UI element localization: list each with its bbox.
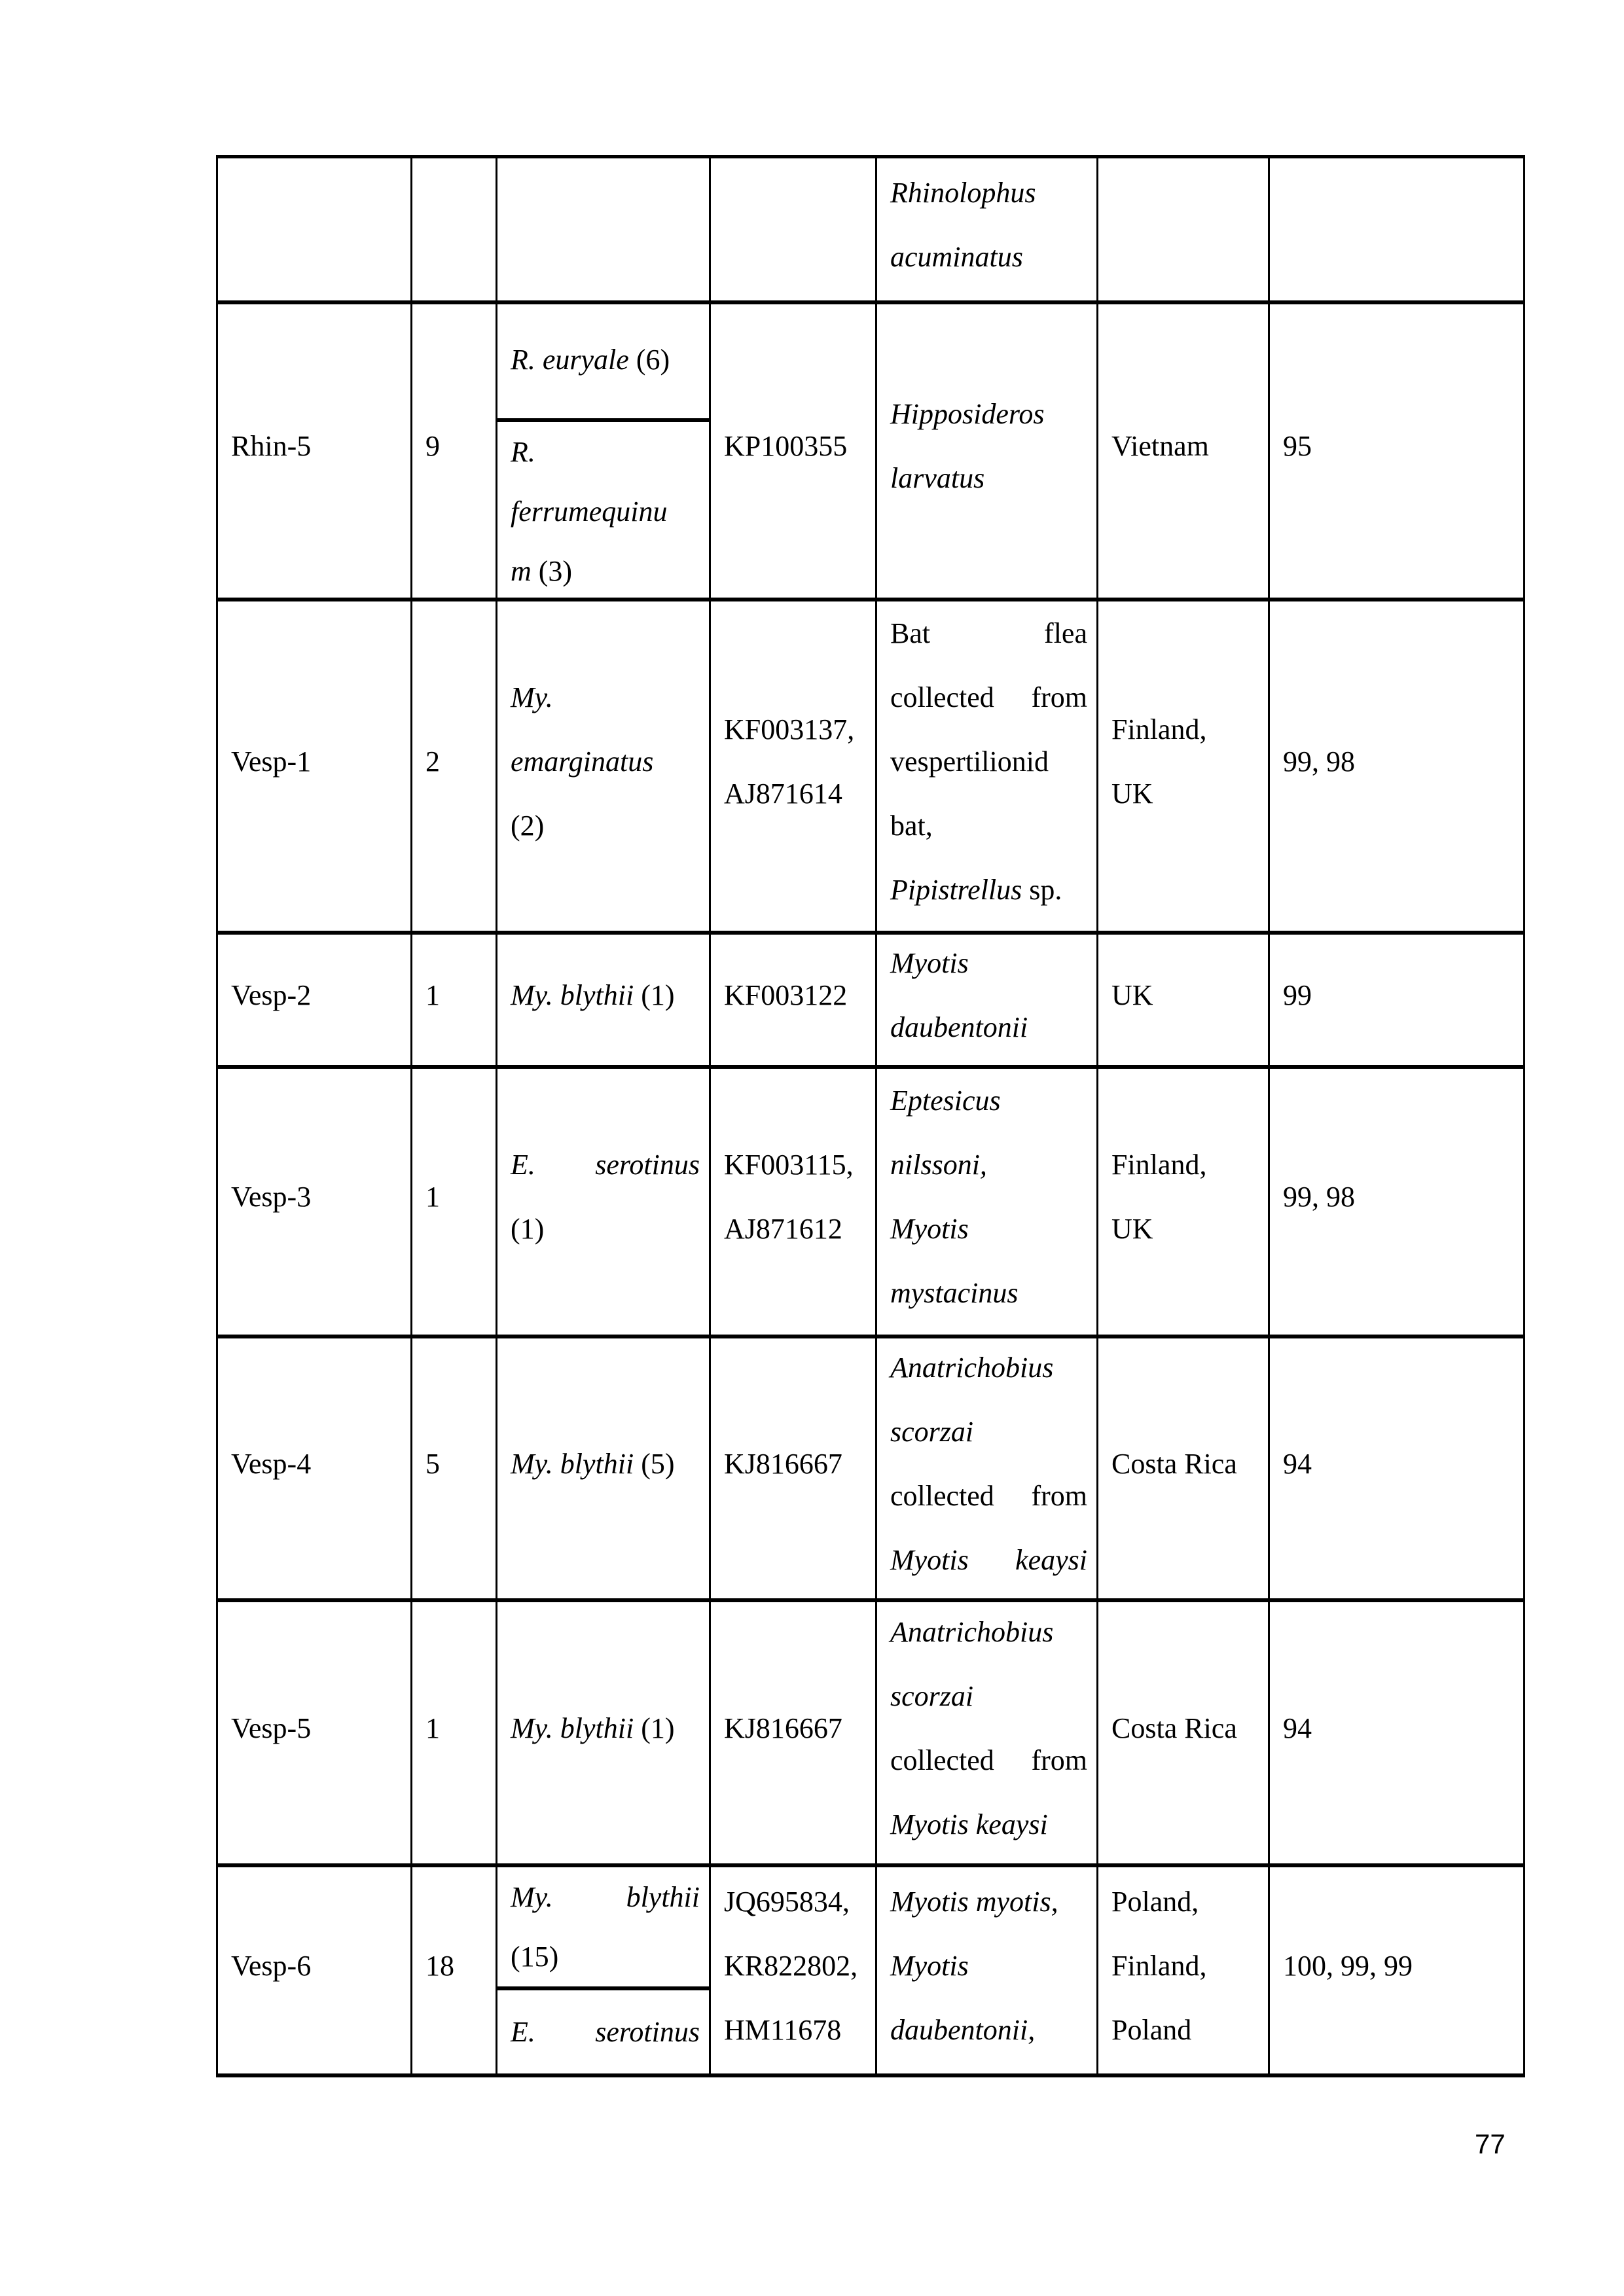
cell-line [724, 698, 866, 762]
country-cell [1098, 1867, 1270, 2073]
cell-line [890, 1400, 1087, 1464]
species-name-text: Anatrichobius [890, 1615, 1054, 1648]
cell-line [890, 1528, 1087, 1592]
text-segment: 5 [425, 1447, 440, 1480]
species-name-text: Rhinolophus [890, 176, 1036, 209]
accession-cell [711, 1069, 877, 1338]
species-cell [497, 935, 711, 1069]
species-name-text: Myotis [890, 946, 969, 979]
cell-line [1283, 730, 1514, 794]
cell-line [511, 1197, 700, 1261]
cell-line [890, 1870, 1087, 1934]
country-cell [1098, 304, 1270, 601]
cell-line [890, 858, 1087, 922]
text-segment: 99, 98 [1283, 745, 1355, 778]
species-name-text: Pipistrellus [890, 873, 1022, 906]
cell-line [231, 1934, 401, 1998]
country-cell [1098, 158, 1270, 304]
text-segment: (15) [511, 1941, 559, 1973]
percent-cell [1270, 1338, 1523, 1602]
text-segment: (6) [628, 344, 670, 376]
cell-line [511, 794, 700, 858]
cell-line [231, 1696, 401, 1761]
cell-line [890, 225, 1087, 289]
species-name-text: scorzai [890, 1679, 974, 1712]
species-name-text: My. blythii [511, 978, 634, 1011]
cluster-cell [218, 1867, 412, 2073]
country-cell [1098, 1338, 1270, 1602]
text-segment: KJ816667 [724, 1712, 842, 1744]
species-cell [497, 158, 711, 304]
species-name-text: larvatus [890, 462, 985, 494]
cell-line [890, 1133, 1087, 1197]
cell-line [231, 1432, 401, 1496]
host-cell [877, 158, 1098, 304]
host-cell [877, 601, 1098, 935]
cell-line [1283, 1165, 1514, 1229]
count-cell [412, 158, 497, 304]
accession-cell [711, 1602, 877, 1867]
species-name-text: mystacinus [890, 1277, 1019, 1309]
cell-line [1111, 1998, 1259, 2062]
cell-line [890, 1069, 1087, 1133]
text-segment: bat, [890, 809, 933, 842]
text-segment: vespertilionid [890, 745, 1049, 778]
cell-line [724, 762, 866, 826]
cell-line [890, 1464, 1087, 1528]
text-segment: UK [1111, 777, 1153, 810]
species-name-text: Myotis keaysi [890, 1808, 1048, 1840]
cell-line [1111, 1696, 1259, 1761]
species-name-text: Myotis [890, 1949, 969, 1982]
text-segment: Vesp-3 [231, 1181, 312, 1213]
accession-cell [711, 158, 877, 304]
cell-line [724, 963, 866, 1028]
text-segment: 94 [1283, 1447, 1312, 1480]
species-name-text: emarginatus [511, 745, 654, 778]
cell-line [1111, 1432, 1259, 1496]
text-segment: HM11678 [724, 2013, 842, 2046]
cell-line [724, 1432, 866, 1496]
species-name-text: My. [511, 681, 553, 713]
text-segment: Vietnam [1111, 430, 1209, 462]
text-segment: collected from [890, 1744, 1087, 1776]
country-cell [1098, 1602, 1270, 1867]
species-name-text: daubentonii [890, 1011, 1028, 1043]
cell-line [425, 414, 486, 478]
accession-cell [711, 1867, 877, 2073]
species-subcell-upper [497, 1867, 709, 1990]
host-cell [877, 1867, 1098, 2073]
count-cell [412, 1602, 497, 1867]
cell-line [231, 1165, 401, 1229]
text-segment: 2 [425, 745, 440, 778]
text-segment: 100, 99, 99 [1283, 1949, 1413, 1982]
text-segment: 99 [1283, 978, 1312, 1011]
species-cell [497, 1602, 711, 1867]
percent-cell [1270, 601, 1523, 935]
species-name-text: Eptesicus [890, 1085, 1001, 1117]
species-name-text: Myotis myotis, [890, 1885, 1058, 1918]
text-segment: 95 [1283, 430, 1312, 462]
cell-line [511, 1867, 700, 1927]
cell-line [890, 931, 1087, 996]
text-segment: sp. [1022, 873, 1062, 906]
cluster-cell [218, 935, 412, 1069]
species-cell [497, 601, 711, 935]
text-segment: Vesp-6 [231, 1949, 312, 1982]
cell-line [890, 666, 1087, 730]
cell-line [1111, 414, 1259, 478]
text-segment: 1 [425, 978, 440, 1011]
species-name-text: R. [511, 435, 535, 468]
cell-line [890, 1934, 1087, 1998]
cell-line [890, 730, 1087, 794]
cluster-cell [218, 158, 412, 304]
text-segment: Vesp-4 [231, 1447, 312, 1480]
text-segment: (2) [511, 809, 545, 842]
cell-line [890, 601, 1087, 666]
text-segment: KF003115, [724, 1149, 854, 1181]
count-cell [412, 601, 497, 935]
text-segment: Finland, [1111, 1149, 1207, 1181]
cell-line [1111, 698, 1259, 762]
text-segment: Vesp-2 [231, 978, 312, 1011]
cell-line [890, 1729, 1087, 1793]
species-name-text: E. serotinus [511, 2016, 700, 2048]
cell-line [231, 414, 401, 478]
cell-line [890, 996, 1087, 1060]
cell-line [1283, 414, 1514, 478]
species-name-text: Myotis keaysi [890, 1543, 1087, 1576]
text-segment: KP100355 [724, 430, 848, 462]
cell-line [890, 161, 1087, 225]
cell-line [511, 541, 700, 601]
text-segment: Poland, [1111, 1885, 1199, 1918]
cell-line [511, 1432, 700, 1496]
cluster-cell [218, 304, 412, 601]
species-cell [497, 304, 711, 601]
cell-line [724, 1998, 866, 2062]
cell-line [511, 963, 700, 1028]
cell-line [724, 1870, 866, 1934]
count-cell [412, 1069, 497, 1338]
text-segment: Costa Rica [1111, 1712, 1237, 1744]
cell-line [231, 963, 401, 1028]
species-name-text: Anatrichobius [890, 1351, 1054, 1384]
text-segment: KR822802, [724, 1949, 858, 1982]
cell-line [511, 422, 700, 482]
accession-cell [711, 304, 877, 601]
country-cell [1098, 1069, 1270, 1338]
cell-line [1283, 1696, 1514, 1761]
cluster-cell [218, 1602, 412, 1867]
results-table [216, 155, 1525, 2077]
text-segment: (5) [634, 1447, 675, 1480]
cell-line [511, 2002, 700, 2062]
species-name-text: Hipposideros [890, 398, 1045, 430]
cell-line [724, 1197, 866, 1261]
accession-cell [711, 1338, 877, 1602]
species-name-text: Myotis [890, 1213, 969, 1245]
species-subcell-lower [497, 422, 709, 601]
text-segment: KJ816667 [724, 1447, 842, 1480]
cell-line [890, 1664, 1087, 1729]
species-name-text: My. blythii [511, 1881, 700, 1913]
cell-line [1111, 1934, 1259, 1998]
page-number: 77 [1475, 2128, 1506, 2159]
species-name-text: My. blythii [511, 1447, 634, 1480]
cell-line [425, 963, 486, 1028]
percent-cell [1270, 1602, 1523, 1867]
cell-line [890, 794, 1087, 858]
text-segment: Poland [1111, 2013, 1192, 2046]
text-segment: UK [1111, 978, 1153, 1011]
accession-cell [711, 935, 877, 1069]
species-cell [497, 1338, 711, 1602]
cell-line [1111, 1870, 1259, 1934]
cell-line [1111, 963, 1259, 1028]
cell-line [425, 1696, 486, 1761]
cell-line [890, 1793, 1087, 1857]
text-segment: Bat flea [890, 617, 1087, 649]
cell-line [1111, 762, 1259, 826]
text-segment: 94 [1283, 1712, 1312, 1744]
text-segment: 18 [425, 1949, 454, 1982]
text-segment: 9 [425, 430, 440, 462]
cell-line [890, 1336, 1087, 1400]
cell-line [724, 1696, 866, 1761]
text-segment: Costa Rica [1111, 1447, 1237, 1480]
percent-cell [1270, 1069, 1523, 1338]
host-cell [877, 1338, 1098, 1602]
species-cell [497, 1069, 711, 1338]
cell-line [1283, 1934, 1514, 1998]
text-segment: (3) [531, 554, 573, 587]
cell-line [724, 1934, 866, 1998]
count-cell [412, 1867, 497, 2073]
cell-line [425, 730, 486, 794]
species-name-text: R. euryale [511, 344, 629, 376]
cell-line [724, 1133, 866, 1197]
species-name-text: daubentonii, [890, 2013, 1036, 2046]
species-name-text: ferrumequinu [511, 495, 668, 528]
count-cell [412, 304, 497, 601]
cluster-cell [218, 601, 412, 935]
text-segment: UK [1111, 1213, 1153, 1245]
text-segment: Finland, [1111, 1949, 1207, 1982]
cell-line [890, 1261, 1087, 1325]
cell-line [511, 330, 700, 389]
cell-line [511, 482, 700, 541]
text-segment: Vesp-5 [231, 1712, 312, 1744]
cell-line [511, 730, 700, 794]
country-cell [1098, 935, 1270, 1069]
text-segment: AJ871612 [724, 1213, 842, 1245]
species-name-text: scorzai [890, 1415, 974, 1448]
species-subcell-lower [497, 1990, 709, 2073]
species-name-text: E. serotinus [511, 1149, 700, 1181]
percent-cell [1270, 158, 1523, 304]
cell-line [511, 1133, 700, 1197]
text-segment: 1 [425, 1712, 440, 1744]
count-cell [412, 1338, 497, 1602]
cluster-cell [218, 1338, 412, 1602]
cell-line [890, 446, 1087, 511]
species-cell [497, 1867, 711, 2073]
cell-line [511, 1696, 700, 1761]
text-segment: AJ871614 [724, 777, 842, 810]
cell-line [511, 666, 700, 730]
species-name-text: nilssoni, [890, 1149, 987, 1181]
cell-line [231, 730, 401, 794]
text-segment: collected from [890, 681, 1087, 713]
cell-line [1111, 1197, 1259, 1261]
cell-line [890, 1197, 1087, 1261]
percent-cell [1270, 935, 1523, 1069]
species-name-text: My. blythii [511, 1712, 634, 1744]
host-cell [877, 304, 1098, 601]
species-name-text: m [511, 554, 532, 587]
country-cell [1098, 601, 1270, 935]
host-cell [877, 1602, 1098, 1867]
text-segment: 99, 98 [1283, 1181, 1355, 1213]
text-segment: (1) [634, 978, 675, 1011]
cell-line [1111, 1133, 1259, 1197]
text-segment: Rhin-5 [231, 430, 312, 462]
cluster-cell [218, 1069, 412, 1338]
text-segment: (1) [634, 1712, 675, 1744]
cell-line [425, 1165, 486, 1229]
text-segment: KF003137, [724, 713, 855, 745]
percent-cell [1270, 1867, 1523, 2073]
cell-line [511, 1927, 700, 1986]
text-segment: JQ695834, [724, 1885, 850, 1918]
cell-line [425, 1934, 486, 1998]
cell-line [425, 1432, 486, 1496]
cell-line [724, 414, 866, 478]
text-segment: KF003122 [724, 978, 848, 1011]
percent-cell [1270, 304, 1523, 601]
text-segment: collected from [890, 1479, 1087, 1512]
species-subcell-upper [497, 302, 709, 422]
cell-line [1283, 963, 1514, 1028]
accession-cell [711, 601, 877, 935]
species-name-text: acuminatus [890, 240, 1023, 273]
cell-line [890, 1600, 1087, 1664]
count-cell [412, 935, 497, 1069]
text-segment: Vesp-1 [231, 745, 312, 778]
host-cell [877, 1069, 1098, 1338]
cell-line [890, 382, 1087, 446]
text-segment: Finland, [1111, 713, 1207, 745]
cell-line [1283, 1432, 1514, 1496]
text-segment: (1) [511, 1213, 545, 1245]
text-segment: 1 [425, 1181, 440, 1213]
cell-line [890, 1998, 1087, 2062]
host-cell [877, 935, 1098, 1069]
